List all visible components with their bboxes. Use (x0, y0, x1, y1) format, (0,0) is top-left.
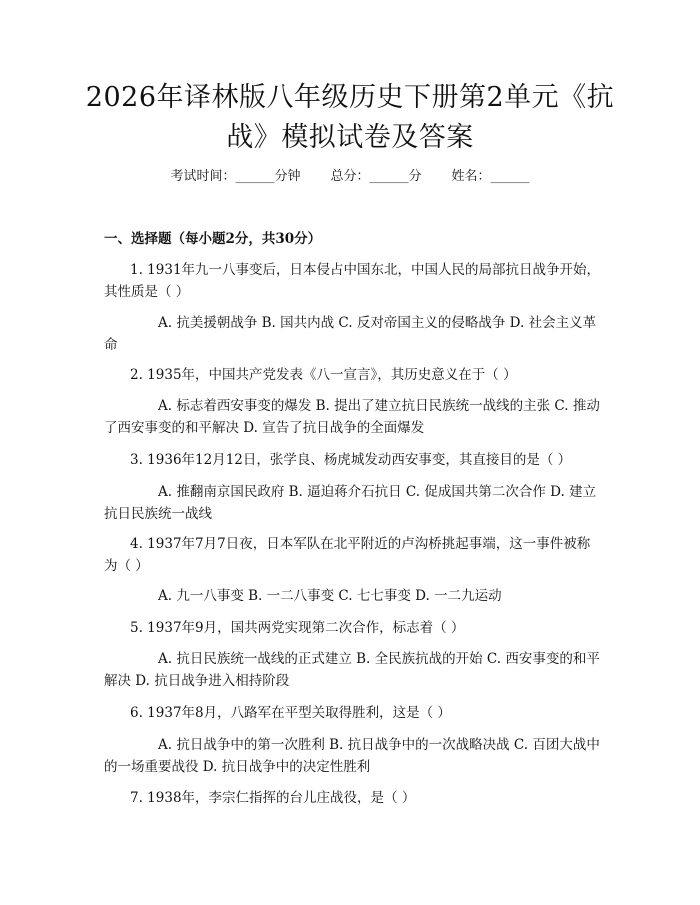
question-stem: 5. 1937年9月，国共两党实现第二次合作，标志着（ ） (130, 620, 465, 636)
exam-title-line-1: 2026年译林版八年级历史下册第2单元《抗 (85, 82, 615, 113)
question-options: A. 抗美援朝战争 B. 国共内战 C. 反对帝国主义的侵略战争 D. 社会主义革命 (104, 315, 597, 353)
total-score-unit: 分 (408, 169, 422, 184)
exam-info-line (0, 168, 700, 186)
exam-title-line-2: 战》模拟试卷及答案 (226, 122, 474, 153)
total-score-label: 总分： (330, 169, 370, 184)
exam-time-unit: 分钟 (274, 169, 301, 184)
question-options: A. 抗日民族统一战线的正式建立 B. 全民族抗战的开始 C. 西安事变的和平解决 D. 抗日战争进入相持阶段 (104, 651, 600, 689)
question-stem: 1. 1931年九一八事变后，日本侵占中国东北，中国人民的局部抗日战争开始，其性质是（ ） (104, 262, 601, 300)
section-heading: 一、选择题（每小题2分，共30分） (104, 231, 322, 247)
question-stem: 4. 1937年7月7日夜，日本军队在北平附近的卢沟桥挑起事端，这一事件被称为（ ） (104, 536, 591, 574)
question-stem: 7. 1938年，李宗仁指挥的台儿庄战役，是（ ） (130, 790, 416, 806)
name-label: 姓名： (451, 169, 491, 184)
question-stem: 3. 1936年12月12日，张学良、杨虎城发动西安事变，其直接目的是（ ） (130, 452, 572, 468)
total-score-blank: ______ (369, 169, 409, 184)
question-stem: 2. 1935年，中国共产党发表《八一宣言》，其历史意义在于（ ） (130, 367, 517, 383)
exam-time-label: 考试时间： (170, 169, 236, 184)
question-options: A. 推翻南京国民政府 B. 逼迫蒋介石抗日 C. 促成国共第二次合作 D. 建立抗日民族统一战线 (104, 484, 597, 522)
exam-title (80, 78, 620, 158)
question-options: A. 九一八事变 B. 一二八事变 C. 七七事变 D. 一二九运动 (158, 588, 502, 604)
question-stem: 6. 1937年8月，八路军在平型关取得胜利，这是（ ） (130, 705, 451, 721)
name-blank: ______ (490, 169, 530, 184)
question-options: A. 抗日战争中的第一次胜利 B. 抗日战争中的一次战略决战 C. 百团大战中的一场重要战役 D. 抗日战争中的决定性胜利 (104, 737, 600, 775)
exam-time-blank: ______ (235, 169, 275, 184)
question-options: A. 标志着西安事变的爆发 B. 提出了建立抗日民族统一战线的主张 C. 推动了西安事变的和平解决 D. 宣告了抗日战争的全面爆发 (104, 398, 600, 436)
